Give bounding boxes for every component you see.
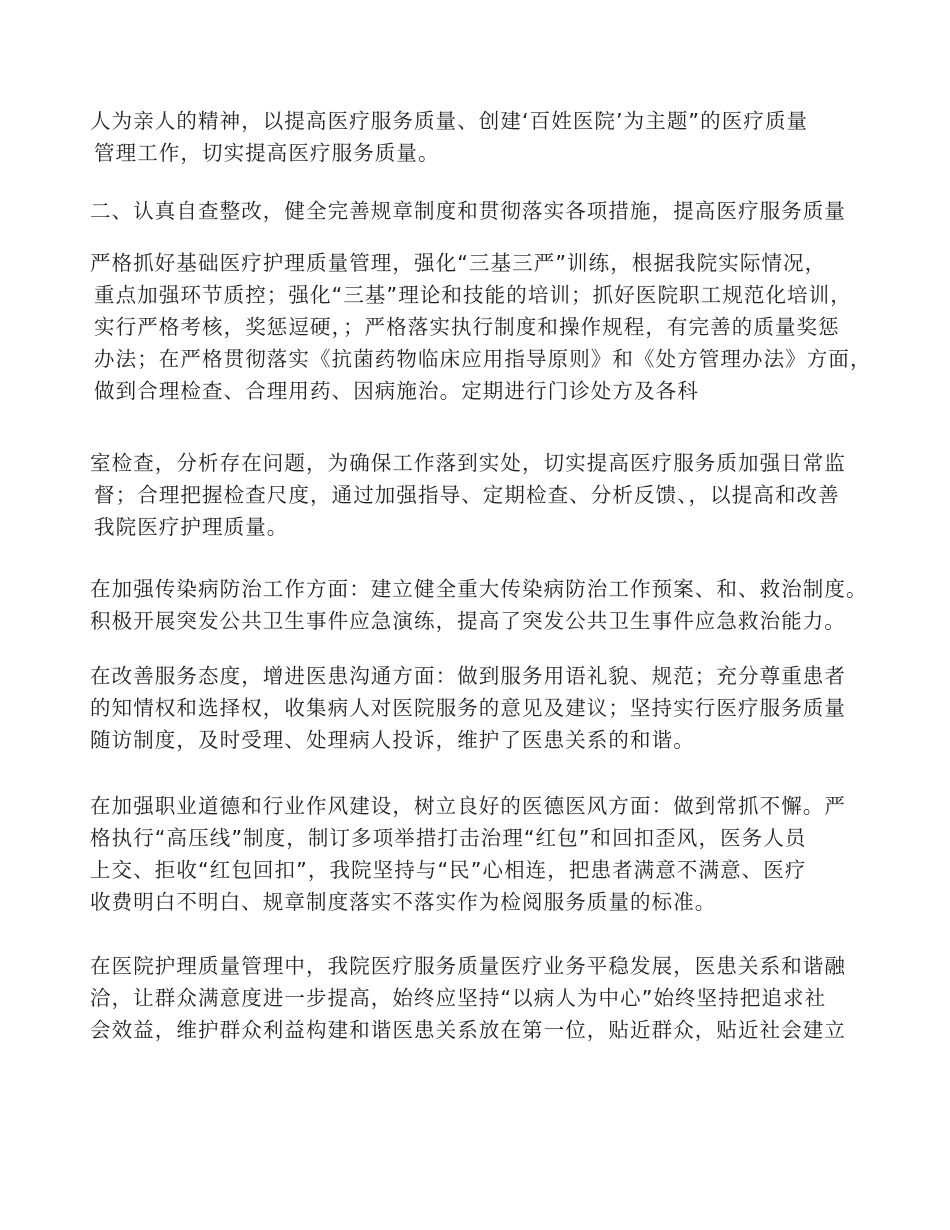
text-line: 办法；在严格贯彻落实《抗菌药物临床应用指导原则》和《处方管理办法》方面， [94, 347, 872, 371]
text-line: 重点加强环节质控；强化“三基”理论和技能的培训；抓好医院职工规范化培训， [94, 283, 852, 307]
text-line: 在加强传染病防治工作方面：建立健全重大传染病防治工作预案、和、救治制度。 [90, 577, 868, 601]
text-line: 的知情权和选择权，收集病人对医院服务的意见及建议；坚持实行医疗服务质量 [90, 696, 846, 720]
text-line: 收费明白不明白、规章制度落实不落实作为检阅服务质量的标准。 [90, 890, 717, 914]
text-line: 洽，让群众满意度进一步提高，始终应坚持“以病人为中心”始终坚持把追求社 [90, 986, 827, 1010]
text-line: 二、认真自查整改，健全完善规章制度和贯彻落实各项措施，提高医疗服务质量 [90, 199, 846, 223]
text-line: 做到合理检查、合理用药、因病施治。定期进行门诊处方及各科 [94, 379, 699, 403]
text-line: 在加强职业道德和行业作风建设，树立良好的医德医风方面：做到常抓不懈。严 [90, 794, 846, 818]
section-heading-self-inspection [90, 195, 846, 227]
text-line: 随访制度，及时受理、处理病人投诉，维护了医患关系的和谐。 [90, 728, 695, 752]
text-line: 会效益，维护群众利益构建和谐医患关系放在第一位，贴近群众，贴近社会建立 [90, 1018, 846, 1042]
paragraph-quality-theme [90, 105, 808, 169]
paragraph-basic-care-management [90, 247, 872, 407]
text-line: 室检查，分析存在问题，为确保工作落到实处，切实提高医疗服务质加强日常监 [90, 451, 846, 475]
text-line: 在改善服务态度，增进医患沟通方面：做到服务用语礼貌、规范；充分尊重患者 [90, 664, 846, 688]
paragraph-service-attitude [90, 660, 846, 756]
text-line: 在医院护理质量管理中，我院医疗服务质量医疗业务平稳发展，医患关系和谐融 [90, 954, 846, 978]
paragraph-professional-ethics [90, 790, 846, 918]
text-line: 实行严格考核，奖惩逗硬，；严格落实执行制度和操作规程，有完善的质量奖惩 [94, 315, 840, 339]
paragraph-infectious-disease [90, 573, 868, 637]
paragraph-nursing-quality [90, 950, 846, 1046]
text-line: 我院医疗护理质量。 [94, 515, 289, 539]
paragraph-department-inspection [90, 447, 846, 543]
text-line: 严格抓好基础医疗护理质量管理，强化“三基三严”训练，根据我院实际情况， [90, 251, 827, 275]
text-line: 管理工作，切实提高医疗服务质量。 [94, 141, 440, 165]
text-line: 督；合理把握检查尺度，通过加强指导、定期检查、分析反馈、，以提高和改善 [94, 483, 840, 507]
text-line: 格执行“高压线”制度，制订多项举措打击治理“红包”和回扣歪风，医务人员 [90, 826, 807, 850]
text-line: 积极开展突发公共卫生事件应急演练，提高了突发公共卫生事件应急救治能力。 [90, 609, 846, 633]
text-line: 人为亲人的精神，以提高医疗服务质量、创建‘百姓医院’为主题”的医疗质量 [90, 109, 809, 133]
text-line: 上交、拒收“红包回扣”，我院坚持与“民”心相连，把患者满意不满意、医疗 [90, 858, 807, 882]
